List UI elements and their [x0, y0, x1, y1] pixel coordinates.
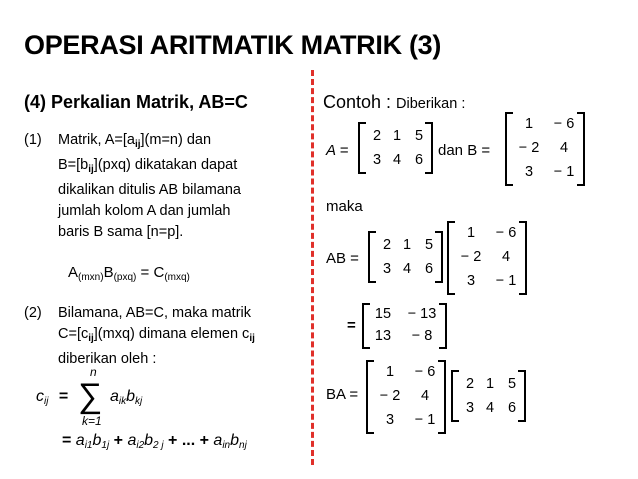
contoh-label: Contoh :: [323, 92, 397, 112]
b-11: 1: [466, 225, 476, 241]
b-22: 4: [559, 140, 569, 156]
bracket-left: [358, 122, 366, 174]
item-2-line3: diberikan oleh :: [58, 351, 157, 367]
b-22: 4: [501, 249, 511, 265]
dim-c-sub: (mxq): [164, 272, 190, 283]
item-1-line2-a: B=[b: [58, 157, 89, 173]
a-11: 2: [382, 237, 392, 253]
exp-a1-sub: i1: [84, 440, 93, 451]
matrix-b-ba: [366, 360, 446, 434]
section-heading: (4) Perkalian Matrik, AB=C: [24, 92, 248, 112]
exp-b2-sub: 2 j: [153, 440, 164, 451]
a-13: 5: [424, 237, 434, 253]
term-a-sub: ik: [118, 396, 127, 407]
term-b: b: [126, 388, 136, 405]
a-21: 3: [372, 152, 382, 168]
a-21: 3: [382, 261, 392, 277]
c-11: 15: [374, 306, 392, 322]
a-12: 1: [402, 237, 412, 253]
exp-bn-sub: nj: [239, 440, 247, 451]
dim-b: B: [103, 264, 114, 281]
b-21: − 2: [460, 249, 482, 265]
dim-a-sub: (mxn): [78, 272, 104, 283]
a-13: 5: [507, 376, 517, 392]
item-2-line2-sub2: ij: [249, 333, 255, 344]
maka-label: maka: [326, 198, 363, 215]
b-11: 1: [385, 364, 395, 380]
b-11: 1: [524, 116, 534, 132]
b-31: 3: [466, 273, 476, 289]
slide-title: OPERASI ARITMATIK MATRIK (3): [24, 30, 442, 60]
item-2-line2-a: C=[c: [58, 326, 89, 342]
dim-c: = C: [136, 264, 165, 281]
c-21: 13: [374, 328, 392, 344]
formula-c: c: [36, 388, 44, 405]
item-2: [24, 303, 308, 373]
exp-an: a: [213, 432, 223, 449]
item-1-line2-c: ](pxq) dikatakan dapat: [93, 157, 238, 173]
exp-a1: a: [75, 432, 85, 449]
exp-plus1: +: [109, 432, 128, 449]
term-a: a: [110, 388, 119, 405]
item-2-line1: Bilamana, AB=C, maka matrik: [58, 305, 252, 321]
b-21: − 2: [518, 140, 540, 156]
a-22: 4: [402, 261, 412, 277]
item-2-text: [58, 303, 255, 370]
item-1-line1-c: ](m=n) dan: [140, 132, 212, 148]
ba-equals-label: BA =: [326, 386, 359, 403]
diberikan-label: Diberikan :: [396, 96, 466, 112]
expanded-sum: [62, 432, 247, 451]
bracket-left: [447, 221, 455, 295]
b-32: − 1: [414, 412, 436, 428]
example-heading: [323, 92, 465, 113]
b-31: 3: [524, 164, 534, 180]
ab-equals-label: AB =: [326, 250, 359, 267]
c-22: − 8: [411, 328, 433, 344]
dashed-divider: [311, 70, 314, 465]
item-1-line1-sub: ij: [134, 139, 141, 150]
b-22: 4: [420, 388, 430, 404]
exp-an-sub: in: [222, 440, 231, 451]
a-21: 3: [465, 400, 475, 416]
a-13: 5: [414, 128, 424, 144]
expanded-equals: =: [62, 432, 76, 449]
item-2-number: (2): [24, 305, 42, 321]
bracket-left: [451, 370, 459, 422]
dim-b-sub: (pxq): [113, 272, 137, 283]
exp-a2: a: [127, 432, 137, 449]
bracket-left: [368, 231, 376, 283]
b-31: 3: [385, 412, 395, 428]
formula-lhs: [36, 388, 68, 407]
b-12: − 6: [414, 364, 436, 380]
item-1-line3: dikalikan ditulis AB bilamana: [58, 182, 241, 198]
matrix-b-copy: [447, 221, 527, 295]
a-equals-label: A =: [326, 142, 349, 159]
b-12: − 6: [495, 225, 517, 241]
a-11: 2: [465, 376, 475, 392]
exp-b1-sub: 1j: [101, 440, 110, 451]
dimension-rule: [68, 262, 190, 288]
a-23: 6: [507, 400, 517, 416]
matrix-ab-result: [362, 303, 447, 349]
item-2-line2-c: ](mxq) dimana elemen c: [93, 326, 250, 342]
sum-term: [110, 388, 142, 407]
exp-plus2: + ... +: [163, 432, 214, 449]
sum-lower-limit: k=1: [82, 414, 102, 428]
term-b-sub: kj: [135, 396, 143, 407]
exp-a2-sub: i2: [136, 440, 145, 451]
item-1-text: [58, 130, 241, 243]
bracket-left: [505, 112, 513, 186]
item-2-line2-sub: ij: [88, 333, 94, 344]
matrix-a: [358, 122, 433, 174]
matrix-a-ba: [451, 370, 526, 422]
c-12: − 13: [407, 306, 437, 322]
sigma-symbol: ∑: [78, 377, 103, 415]
matrix-a-copy: [368, 231, 443, 283]
item-1-line4: jumlah kolom A dan jumlah: [58, 203, 231, 219]
item-1-line2-sub: ij: [88, 164, 94, 175]
exp-bn: b: [230, 432, 240, 449]
exp-b1: b: [92, 432, 102, 449]
result-equals-label: =: [347, 317, 356, 334]
item-1-line1-a: Matrik, A=[a: [58, 132, 135, 148]
b-12: − 6: [553, 116, 575, 132]
a-23: 6: [424, 261, 434, 277]
b-32: − 1: [553, 164, 575, 180]
bracket-left: [362, 303, 370, 349]
item-1-number: (1): [24, 132, 42, 148]
a-23: 6: [414, 152, 424, 168]
a-12: 1: [392, 128, 402, 144]
a-12: 1: [485, 376, 495, 392]
matrix-b: [505, 112, 585, 186]
item-1: [24, 130, 304, 240]
a-22: 4: [392, 152, 402, 168]
exp-b2: b: [144, 432, 154, 449]
formula-c-sub: ij: [44, 396, 49, 407]
dan-b-equals-label: dan B =: [438, 142, 491, 159]
formula-equals: =: [58, 388, 69, 405]
b-32: − 1: [495, 273, 517, 289]
sum-upper-limit: n: [90, 365, 97, 379]
dim-a: A: [68, 264, 79, 281]
b-21: − 2: [379, 388, 401, 404]
bracket-left: [366, 360, 374, 434]
a-22: 4: [485, 400, 495, 416]
item-1-line5: baris B sama [n=p].: [58, 224, 184, 240]
a-11: 2: [372, 128, 382, 144]
